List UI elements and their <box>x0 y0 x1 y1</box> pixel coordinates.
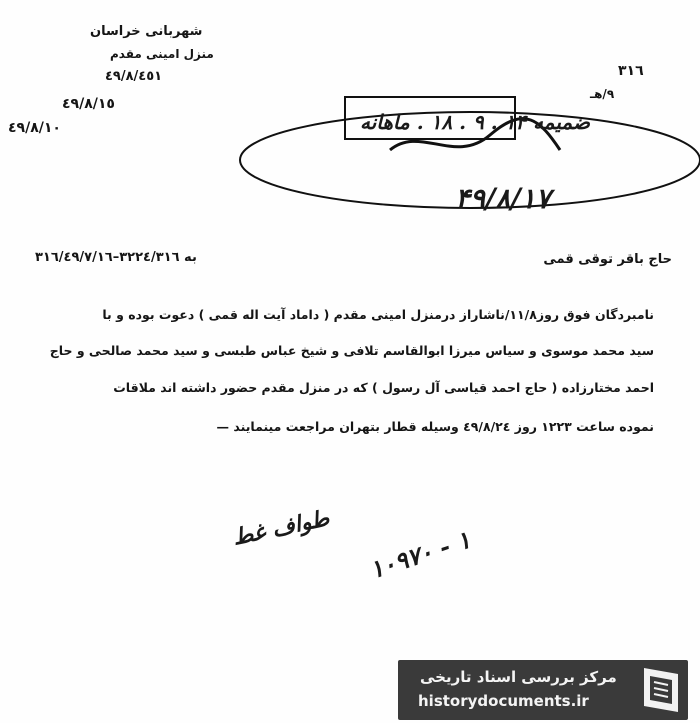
handwritten-date-1: ٤٩/٨/١٥ <box>62 96 115 112</box>
org-line-2: منزل امینی مقدم <box>110 47 214 61</box>
letter-number: ٣١٦ <box>618 63 644 79</box>
body-line-4: نموده ساعت ١٢٢٣ روز ٤٩/٨/٢٤ وسیله قطار بتهران مراجعت مینمایند — <box>216 419 654 434</box>
stamp-date: ۴۹/۸/۱۷ <box>455 182 551 215</box>
body-line-2: سید محمد موسوی و سیاس میرزا ابوالقاسم تلافی و شیخ عباس طبسی و سید محمد صالحی و حاج <box>49 343 654 358</box>
recipient-name: حاج باقر توقی قمی <box>543 252 672 267</box>
watermark-url: historydocuments.ir <box>418 692 589 710</box>
stamp-text: ضمیمه ۱۴ . ۹ . ۱۸ . ماهانه <box>360 110 590 134</box>
org-line-1: شهربانی خراسان <box>90 24 203 39</box>
typed-date: ٤٩/٨/٤٥١ <box>105 69 163 84</box>
body-line-3: احمد مختارزاده ( حاج احمد قیاسی آل رسول ) که در منزل مقدم حضور داشته اند ملاقات <box>113 380 654 395</box>
signature: طواف غط <box>230 505 332 551</box>
body-line-1: نامبردگان فوق روز١١/٨/ناشاراز درمنزل امینی مقدم ( داماد آیت اله قمی ) دعوت بوده و با <box>102 307 654 322</box>
archive-logo-icon <box>638 664 686 716</box>
handwritten-date-2: ٤٩/٨/١٠ <box>8 120 61 136</box>
reference-line: به ٣٢٢٤/٣١٦–٣١٦/٤٩/٧/١٦ <box>35 250 197 265</box>
signature-number: ۱۰۹۷۰ - ۱ <box>366 524 474 585</box>
watermark-title: مرکز بررسی اسناد تاریخی <box>420 668 617 686</box>
reference-code: ٩/هـ <box>590 87 615 101</box>
